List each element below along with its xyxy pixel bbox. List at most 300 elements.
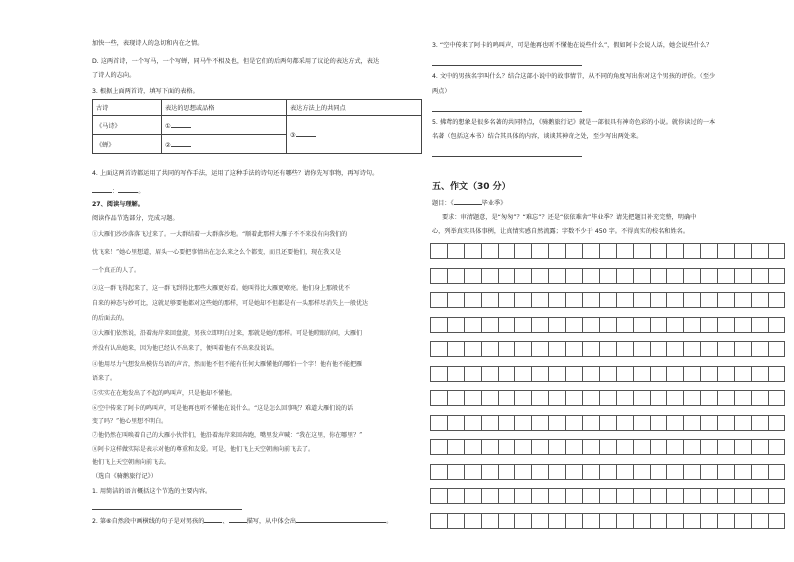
passage-line: ②这一群飞得起来了，这一群飞到得比那些大雁更好看。她叫得比大雁更嘹亮。他们身上那般优不: [92, 285, 351, 292]
grid-cell[interactable]: [447, 488, 464, 504]
grid-cell[interactable]: [464, 439, 481, 455]
grid-cell[interactable]: [447, 317, 464, 333]
grid-cell[interactable]: [498, 243, 515, 259]
grid-cell[interactable]: [734, 243, 751, 259]
grid-row[interactable]: [430, 366, 785, 382]
table-cell: 《蝉》: [93, 135, 162, 154]
composition-topic: 题目：《 毕业季》: [432, 200, 507, 207]
grid-cell[interactable]: [683, 243, 700, 259]
grid-cell[interactable]: [734, 341, 751, 357]
grid-cell[interactable]: [751, 243, 768, 259]
answer-line[interactable]: [92, 509, 242, 510]
grid-cell[interactable]: [683, 464, 700, 480]
grid-cell[interactable]: [582, 439, 599, 455]
passage-line: 并没有认出她来，因为他已经认不出来了，便叫着他有不出来没说话。: [92, 345, 279, 352]
grid-cell[interactable]: [464, 415, 481, 431]
grid-cell[interactable]: [582, 366, 599, 382]
grid-cell[interactable]: [734, 317, 751, 333]
grid-cell[interactable]: [734, 415, 751, 431]
grid-cell[interactable]: [768, 341, 785, 357]
grid-cell[interactable]: [734, 464, 751, 480]
grid-cell[interactable]: [531, 341, 548, 357]
grid-cell[interactable]: [481, 268, 498, 284]
grid-cell[interactable]: [582, 464, 599, 480]
grid-cell[interactable]: [666, 415, 683, 431]
grid-cell[interactable]: [700, 513, 717, 529]
grid-cell[interactable]: [683, 439, 700, 455]
grid-cell[interactable]: [548, 513, 565, 529]
grid-cell[interactable]: [666, 513, 683, 529]
grid-cell[interactable]: [464, 268, 481, 284]
grid-cell[interactable]: [616, 268, 633, 284]
grid-cell[interactable]: [683, 366, 700, 382]
grid-cell[interactable]: [531, 390, 548, 406]
grid-cell[interactable]: [650, 513, 667, 529]
grid-cell[interactable]: [666, 341, 683, 357]
passage-line: 语来了。: [92, 375, 117, 382]
grid-row[interactable]: [430, 513, 785, 529]
grid-cell[interactable]: [633, 317, 650, 333]
grid-cell[interactable]: [447, 366, 464, 382]
grid-cell[interactable]: [599, 292, 616, 308]
grid-cell[interactable]: [700, 243, 717, 259]
grid-cell[interactable]: [430, 292, 447, 308]
grid-cell[interactable]: [599, 243, 616, 259]
grid-cell[interactable]: [751, 488, 768, 504]
grid-cell[interactable]: [599, 415, 616, 431]
grid-cell[interactable]: [683, 415, 700, 431]
grid-cell[interactable]: [700, 415, 717, 431]
grid-cell[interactable]: [430, 366, 447, 382]
text-line: 了诗人的志向。: [92, 72, 136, 79]
question-4: 4. 上面这两首诗都运用了共同的写作手法，运用了这种手法的诗句还有哪些？请你先写事物，再写诗句。: [92, 170, 379, 177]
grid-cell[interactable]: [447, 243, 464, 259]
grid-cell[interactable]: [616, 390, 633, 406]
grid-cell[interactable]: [514, 341, 531, 357]
grid-cell[interactable]: [666, 268, 683, 284]
grid-cell[interactable]: [599, 513, 616, 529]
grid-cell[interactable]: [650, 292, 667, 308]
grid-cell[interactable]: [768, 513, 785, 529]
grid-cell[interactable]: [514, 268, 531, 284]
answer-cell-3[interactable]: ③: [287, 116, 422, 154]
grid-cell[interactable]: [650, 317, 667, 333]
grid-cell[interactable]: [633, 243, 650, 259]
topic-blank[interactable]: [454, 198, 482, 205]
grid-cell[interactable]: [447, 513, 464, 529]
grid-cell[interactable]: [633, 390, 650, 406]
grid-cell[interactable]: [430, 439, 447, 455]
grid-cell[interactable]: [464, 513, 481, 529]
grid-cell[interactable]: [481, 292, 498, 308]
grid-cell[interactable]: [464, 366, 481, 382]
grid-cell[interactable]: [548, 341, 565, 357]
grid-cell[interactable]: [700, 390, 717, 406]
grid-cell[interactable]: [531, 366, 548, 382]
question-a1: 1. 用简洁的语言概括这个节选的主要内容。: [92, 488, 212, 495]
grid-cell[interactable]: [616, 464, 633, 480]
grid-cell[interactable]: [683, 341, 700, 357]
section-27-title: 27、阅读与理解。: [92, 201, 144, 208]
grid-cell[interactable]: [650, 268, 667, 284]
grid-cell[interactable]: [700, 439, 717, 455]
grid-cell[interactable]: [734, 366, 751, 382]
grid-cell[interactable]: [768, 243, 785, 259]
grid-cell[interactable]: [481, 488, 498, 504]
grid-cell[interactable]: [514, 439, 531, 455]
grid-cell[interactable]: [683, 513, 700, 529]
grid-cell[interactable]: [447, 439, 464, 455]
grid-cell[interactable]: [548, 243, 565, 259]
answer-cell-2[interactable]: ②: [162, 135, 287, 154]
grid-cell[interactable]: [498, 390, 515, 406]
grid-cell[interactable]: [582, 243, 599, 259]
grid-cell[interactable]: [531, 317, 548, 333]
grid-cell[interactable]: [464, 464, 481, 480]
grid-cell[interactable]: [582, 268, 599, 284]
grid-cell[interactable]: [514, 243, 531, 259]
grid-cell[interactable]: [565, 439, 582, 455]
grid-cell[interactable]: [447, 415, 464, 431]
grid-cell[interactable]: [768, 268, 785, 284]
grid-cell[interactable]: [683, 292, 700, 308]
grid-cell[interactable]: [498, 317, 515, 333]
grid-cell[interactable]: [498, 488, 515, 504]
grid-cell[interactable]: [565, 317, 582, 333]
grid-cell[interactable]: [717, 439, 734, 455]
grid-cell[interactable]: [548, 317, 565, 333]
grid-cell[interactable]: [751, 390, 768, 406]
grid-cell[interactable]: [447, 292, 464, 308]
grid-cell[interactable]: [514, 513, 531, 529]
grid-cell[interactable]: [565, 366, 582, 382]
grid-cell[interactable]: [734, 513, 751, 529]
grid-cell[interactable]: [514, 464, 531, 480]
grid-cell[interactable]: [700, 268, 717, 284]
grid-cell[interactable]: [582, 488, 599, 504]
grid-cell[interactable]: [751, 292, 768, 308]
grid-cell[interactable]: [599, 317, 616, 333]
grid-cell[interactable]: [768, 488, 785, 504]
grid-cell[interactable]: [650, 341, 667, 357]
grid-cell[interactable]: [430, 464, 447, 480]
answer-cell-1[interactable]: ①: [162, 116, 287, 135]
question-3: 3. 根据上面两首诗，填写下面的表格。: [92, 88, 199, 95]
grid-cell[interactable]: [633, 415, 650, 431]
grid-cell[interactable]: [599, 366, 616, 382]
grid-cell[interactable]: [531, 268, 548, 284]
grid-cell[interactable]: [514, 317, 531, 333]
grid-cell[interactable]: [616, 439, 633, 455]
grid-cell[interactable]: [565, 268, 582, 284]
grid-cell[interactable]: [548, 268, 565, 284]
table-header: 表达的思想或品格: [162, 100, 287, 116]
grid-cell[interactable]: [616, 488, 633, 504]
grid-cell[interactable]: [717, 488, 734, 504]
grid-cell[interactable]: [666, 464, 683, 480]
grid-cell[interactable]: [481, 464, 498, 480]
grid-cell[interactable]: [498, 464, 515, 480]
grid-cell[interactable]: [616, 292, 633, 308]
grid-cell[interactable]: [666, 243, 683, 259]
grid-cell[interactable]: [548, 390, 565, 406]
grid-cell[interactable]: [717, 341, 734, 357]
grid-cell[interactable]: [481, 390, 498, 406]
grid-cell[interactable]: [565, 292, 582, 308]
grid-cell[interactable]: [616, 366, 633, 382]
composition-requirement: 要求：审清题意，是“匆匆”？“难忘”？还是“依依难舍”毕业季？请先把题目补充完整，明确中: [442, 214, 697, 221]
grid-cell[interactable]: [481, 317, 498, 333]
grid-cell[interactable]: [565, 464, 582, 480]
grid-cell[interactable]: [498, 415, 515, 431]
grid-cell[interactable]: [734, 439, 751, 455]
question-4-answer[interactable]: ： 。: [92, 186, 144, 196]
grid-cell[interactable]: [464, 292, 481, 308]
grid-cell[interactable]: [531, 292, 548, 308]
grid-cell[interactable]: [599, 488, 616, 504]
grid-cell[interactable]: [430, 268, 447, 284]
passage-line: 的后面去的。: [92, 315, 129, 322]
grid-cell[interactable]: [633, 292, 650, 308]
composition-requirement: 心，列举真实具体事例，让真情实感自然流露；字数不少于 450 字。不得真实的校名和姓名。: [432, 228, 690, 235]
grid-row[interactable]: [430, 390, 785, 406]
grid-cell[interactable]: [430, 488, 447, 504]
composition-heading: 五、作文（30 分）: [432, 182, 511, 192]
grid-cell[interactable]: [481, 439, 498, 455]
grid-cell[interactable]: [616, 513, 633, 529]
grid-cell[interactable]: [481, 366, 498, 382]
grid-cell[interactable]: [582, 513, 599, 529]
grid-cell[interactable]: [599, 464, 616, 480]
grid-cell[interactable]: [717, 390, 734, 406]
grid-cell[interactable]: [751, 268, 768, 284]
grid-cell[interactable]: [447, 390, 464, 406]
grid-cell[interactable]: [717, 268, 734, 284]
grid-cell[interactable]: [599, 268, 616, 284]
grid-cell[interactable]: [464, 341, 481, 357]
grid-row[interactable]: [430, 317, 785, 333]
grid-row[interactable]: [430, 464, 785, 480]
grid-cell[interactable]: [717, 464, 734, 480]
question-3: 3. “空中传来了阿卡的鸣叫声，可是他再也听不懂他在说些什么”，假如阿卡会说人话，她会说些什么？: [432, 42, 713, 49]
grid-row[interactable]: [430, 415, 785, 431]
grid-cell[interactable]: [700, 292, 717, 308]
grid-cell[interactable]: [700, 366, 717, 382]
comparison-table: [92, 99, 422, 154]
grid-cell[interactable]: [531, 488, 548, 504]
grid-cell[interactable]: [616, 341, 633, 357]
grid-cell[interactable]: [717, 292, 734, 308]
grid-cell[interactable]: [498, 439, 515, 455]
grid-cell[interactable]: [430, 415, 447, 431]
grid-cell[interactable]: [498, 366, 515, 382]
grid-cell[interactable]: [531, 243, 548, 259]
grid-cell[interactable]: [582, 390, 599, 406]
grid-cell[interactable]: [650, 415, 667, 431]
grid-cell[interactable]: [734, 292, 751, 308]
grid-cell[interactable]: [666, 366, 683, 382]
grid-cell[interactable]: [531, 464, 548, 480]
grid-cell[interactable]: [650, 439, 667, 455]
passage-line: ⑥空中传来了阿卡的鸣叫声，可是他再也听不懂他在说什么。“这是怎么回事呢？难道大雁们说的话: [92, 405, 354, 412]
grid-cell[interactable]: [768, 415, 785, 431]
grid-cell[interactable]: [666, 292, 683, 308]
grid-cell[interactable]: [548, 488, 565, 504]
grid-cell[interactable]: [768, 390, 785, 406]
grid-cell[interactable]: [498, 292, 515, 308]
grid-cell[interactable]: [751, 513, 768, 529]
grid-cell[interactable]: [666, 439, 683, 455]
grid-cell[interactable]: [616, 243, 633, 259]
grid-cell[interactable]: [599, 439, 616, 455]
grid-cell[interactable]: [599, 390, 616, 406]
grid-cell[interactable]: [548, 415, 565, 431]
answer-line[interactable]: [432, 156, 582, 157]
grid-cell[interactable]: [683, 488, 700, 504]
grid-cell[interactable]: [650, 390, 667, 406]
grid-cell[interactable]: [447, 268, 464, 284]
grid-cell[interactable]: [734, 488, 751, 504]
grid-cell[interactable]: [447, 341, 464, 357]
grid-cell[interactable]: [700, 341, 717, 357]
grid-cell[interactable]: [481, 415, 498, 431]
grid-cell[interactable]: [768, 292, 785, 308]
answer-line[interactable]: [432, 65, 582, 66]
grid-cell[interactable]: [768, 366, 785, 382]
grid-cell[interactable]: [700, 317, 717, 333]
grid-cell[interactable]: [531, 513, 548, 529]
grid-cell[interactable]: [565, 390, 582, 406]
grid-cell[interactable]: [717, 317, 734, 333]
grid-row[interactable]: [430, 292, 785, 308]
grid-row[interactable]: [430, 439, 785, 455]
grid-cell[interactable]: [464, 488, 481, 504]
grid-cell[interactable]: [666, 317, 683, 333]
grid-cell[interactable]: [514, 390, 531, 406]
grid-cell[interactable]: [650, 366, 667, 382]
grid-row[interactable]: [430, 268, 785, 284]
grid-cell[interactable]: [481, 243, 498, 259]
grid-cell[interactable]: [768, 439, 785, 455]
table-header: 表达方法上的共同点: [287, 100, 422, 116]
grid-cell[interactable]: [633, 439, 650, 455]
grid-cell[interactable]: [768, 464, 785, 480]
grid-cell[interactable]: [717, 415, 734, 431]
grid-cell[interactable]: [582, 415, 599, 431]
grid-cell[interactable]: [717, 366, 734, 382]
grid-cell[interactable]: [514, 488, 531, 504]
grid-cell[interactable]: [582, 292, 599, 308]
grid-cell[interactable]: [633, 464, 650, 480]
grid-cell[interactable]: [717, 243, 734, 259]
grid-cell[interactable]: [683, 390, 700, 406]
grid-cell[interactable]: [582, 317, 599, 333]
grid-cell[interactable]: [768, 317, 785, 333]
writing-grid[interactable]: [430, 243, 785, 533]
grid-cell[interactable]: [734, 268, 751, 284]
option-d-line: D. 这两首诗，一个写马，一个写蝉，同马牛不相及也，但是它们的后两句都采用了议论的表达方式，表达: [92, 58, 380, 65]
grid-cell[interactable]: [751, 317, 768, 333]
passage-line: ④他用尽力气想发出模仿鸟语的声音，然而他不但不能有任何大雁懂他的哪怕一个字！他有他不能把雁: [92, 361, 363, 368]
passage-line: ③大雁们依然说，沿着海岸来回盘旋，男孩立即明白过来，那就是她的那样。可是他瞪眼的问，大雁们: [92, 330, 363, 337]
grid-cell[interactable]: [464, 317, 481, 333]
grid-cell[interactable]: [734, 390, 751, 406]
grid-cell[interactable]: [548, 464, 565, 480]
grid-cell[interactable]: [616, 415, 633, 431]
grid-cell[interactable]: [498, 513, 515, 529]
grid-row[interactable]: [430, 341, 785, 357]
grid-cell[interactable]: [430, 390, 447, 406]
grid-cell[interactable]: [751, 415, 768, 431]
grid-cell[interactable]: [514, 415, 531, 431]
grid-cell[interactable]: [548, 366, 565, 382]
grid-cell[interactable]: [633, 341, 650, 357]
grid-cell[interactable]: [650, 243, 667, 259]
grid-cell[interactable]: [447, 464, 464, 480]
grid-row[interactable]: [430, 488, 785, 504]
grid-cell[interactable]: [514, 292, 531, 308]
grid-cell[interactable]: [498, 341, 515, 357]
grid-cell[interactable]: [430, 317, 447, 333]
grid-cell[interactable]: [514, 366, 531, 382]
grid-cell[interactable]: [498, 268, 515, 284]
grid-cell[interactable]: [700, 464, 717, 480]
grid-cell[interactable]: [751, 464, 768, 480]
grid-cell[interactable]: [565, 488, 582, 504]
grid-cell[interactable]: [430, 243, 447, 259]
grid-cell[interactable]: [700, 488, 717, 504]
grid-cell[interactable]: [751, 439, 768, 455]
grid-cell[interactable]: [751, 366, 768, 382]
grid-cell[interactable]: [565, 415, 582, 431]
grid-cell[interactable]: [633, 366, 650, 382]
grid-cell[interactable]: [683, 268, 700, 284]
grid-cell[interactable]: [481, 341, 498, 357]
grid-cell[interactable]: [633, 488, 650, 504]
grid-cell[interactable]: [650, 464, 667, 480]
grid-cell[interactable]: [565, 513, 582, 529]
grid-cell[interactable]: [683, 317, 700, 333]
grid-cell[interactable]: [531, 439, 548, 455]
passage-line: ⑤实实在在地发出了不起的鸣叫声，只是他却不懂他。: [92, 390, 237, 397]
grid-cell[interactable]: [548, 439, 565, 455]
grid-cell[interactable]: [751, 341, 768, 357]
grid-cell[interactable]: [464, 243, 481, 259]
grid-cell[interactable]: [599, 341, 616, 357]
grid-cell[interactable]: [531, 415, 548, 431]
grid-cell[interactable]: [666, 390, 683, 406]
grid-cell[interactable]: [464, 390, 481, 406]
grid-cell[interactable]: [666, 488, 683, 504]
grid-cell[interactable]: [565, 341, 582, 357]
answer-line[interactable]: [432, 111, 582, 112]
text-line: 加快一些，表现诗人的急切和内在之情。: [92, 40, 204, 47]
grid-cell[interactable]: [633, 513, 650, 529]
grid-cell[interactable]: [565, 243, 582, 259]
grid-cell[interactable]: [717, 513, 734, 529]
grid-row[interactable]: [430, 243, 785, 259]
grid-cell[interactable]: [481, 513, 498, 529]
grid-cell[interactable]: [548, 292, 565, 308]
question-4-cont: 两点）: [432, 88, 451, 95]
grid-cell[interactable]: [633, 268, 650, 284]
question-a2: 2. 第⑥自然段中画横线的句子是对男孩的 、 描写，从中体会出 。: [92, 518, 393, 525]
grid-cell[interactable]: [616, 317, 633, 333]
grid-cell[interactable]: [430, 341, 447, 357]
grid-cell[interactable]: [582, 341, 599, 357]
grid-cell[interactable]: [650, 488, 667, 504]
grid-cell[interactable]: [430, 513, 447, 529]
